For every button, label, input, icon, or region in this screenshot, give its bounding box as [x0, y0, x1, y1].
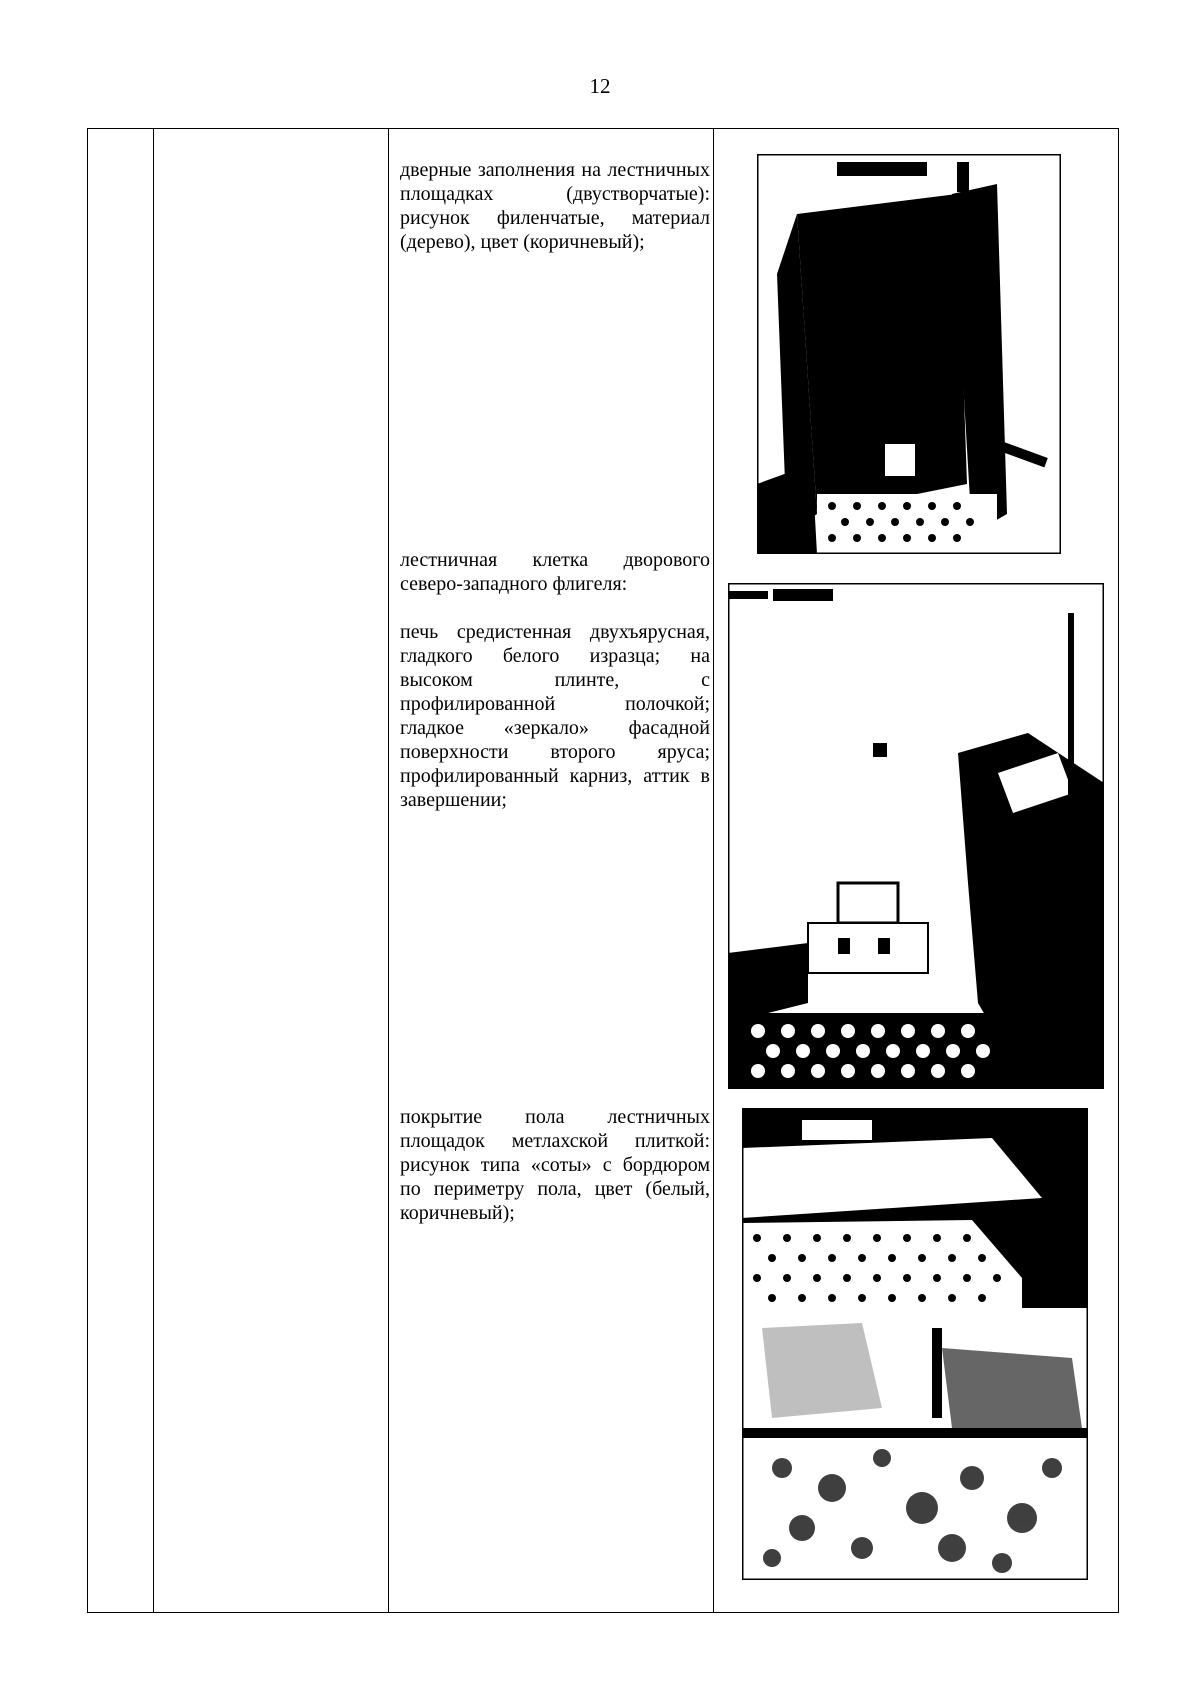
- photo-tiled-stove: [728, 583, 1104, 1089]
- entry-stove-description: [400, 548, 710, 812]
- photo-metlakh-floor: [742, 1108, 1088, 1580]
- column-divider: [388, 129, 389, 1612]
- entry-paragraph: дверные заполнения на лестничных площадках (двустворчатые): рисунок филенчатые, материал (дерево), цвет (коричневый);: [400, 159, 710, 253]
- column-divider: [713, 129, 714, 1612]
- photo-staircase-doors: [757, 154, 1061, 554]
- entry-paragraph: печь средистенная двухъярусная, гладкого белого изразца; на высоком плинте, с профилированной полочкой; гладкое «зеркало» фасадной поверхности второго яруса; профилированный карниз, аттик в завершении;: [400, 621, 710, 811]
- column-divider: [153, 129, 154, 1612]
- entry-paragraph: покрытие пола лестничных площадок метлахской плиткой: рисунок типа «соты» с бордюром по периметру пола, цвет (белый, коричневый);: [400, 1106, 710, 1224]
- entry-floor-description: [400, 1105, 710, 1225]
- entry-doors-description: [400, 158, 710, 254]
- page-number: 12: [589, 74, 611, 98]
- entry-paragraph: лестничная клетка дворового северо-западного флигеля:: [400, 549, 710, 595]
